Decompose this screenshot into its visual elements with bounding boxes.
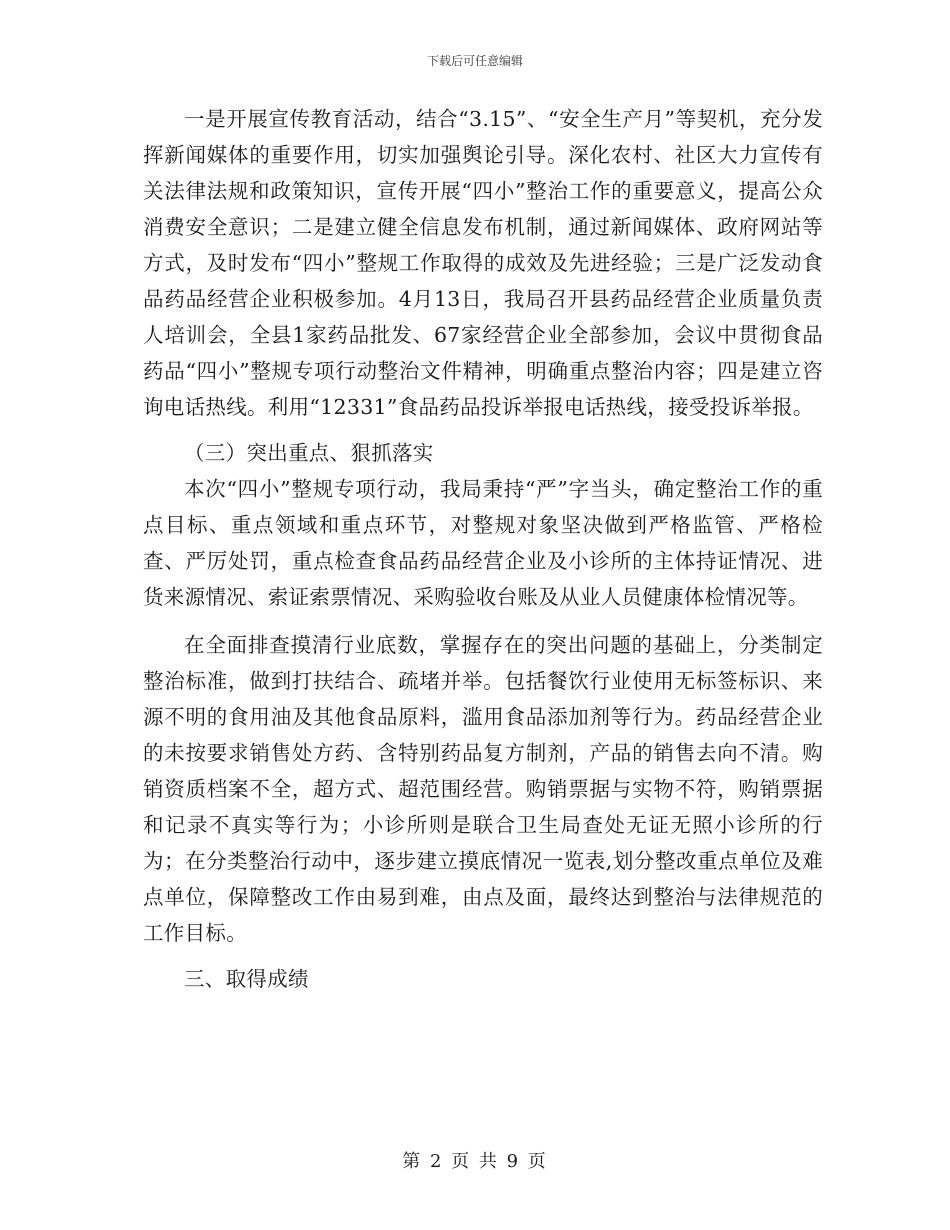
page-footer: 第 2 页 共 9 页	[402, 1151, 548, 1172]
paragraph-classified-rectification: 在全面排查摸清行业底数，掌握存在的突出问题的基础上，分类制定整治标准，做到打扶结合、疏堵并举。包括餐饮行业使用无标签标识、来源不明的食用油及其他食品原料，滥用食品添加剂等行为。药品经营企业的未按要求销售处方药、含特别药品复方制剂，产品的销售去向不清。购销资质档案不全，超方式、超范围经营。购销票据与实物不符，购销票据和记录不真实等行为；小诊所则是联合卫生局查处无证无照小诊所的行为；在分类整治行动中，逐步建立摸底情况一览表,划分整改重点单位及难点单位，保障整改工作由易到难，由点及面，最终达到整治与法律规范的工作目标。	[143, 633, 823, 945]
paragraph-publicity: 一是开展宣传教育活动，结合“3.15”、“安全生产月”等契机，充分发挥新闻媒体的重要作用，切实加强舆论引导。深化农村、社区大力宣传有关法律法规和政策知识，宣传开展“四小”整治工作的重要意义，提高公众消费安全意识；二是建立健全信息发布机制，通过新闻媒体、政府网站等方式，及时发布“四小”整规工作取得的成效及先进经验；三是广泛发动食品药品经营企业积极参加。4月13日，我局召开县药品经营企业质量负责人培训会，全县1家药品批发、67家经营企业全部参加，会议中贯彻食品药品“四小”整规专项行动整治文件精神，明确重点整治内容；四是建立咨询电话热线。利用“12331”食品药品投诉举报电话热线，接受投诉举报。	[143, 107, 823, 419]
section-heading-achievements: 三、取得成绩	[184, 967, 309, 991]
paragraph-strict-supervision: 本次“四小”整规专项行动，我局秉持“严”字当头，确定整治工作的重点目标、重点领域和重点环节，对整规对象坚决做到严格监管、严格检查、严厉处罚，重点检查食品药品经营企业及小诊所的主体持证情况、进货来源情况、索证索票情况、采购验收台账及从业人员健康体检情况等。	[143, 477, 823, 609]
section-heading-focus: （三）突出重点、狠抓落实	[184, 441, 434, 465]
document-body	[143, 101, 823, 997]
page-header: 下载后可任意编辑	[426, 54, 523, 68]
